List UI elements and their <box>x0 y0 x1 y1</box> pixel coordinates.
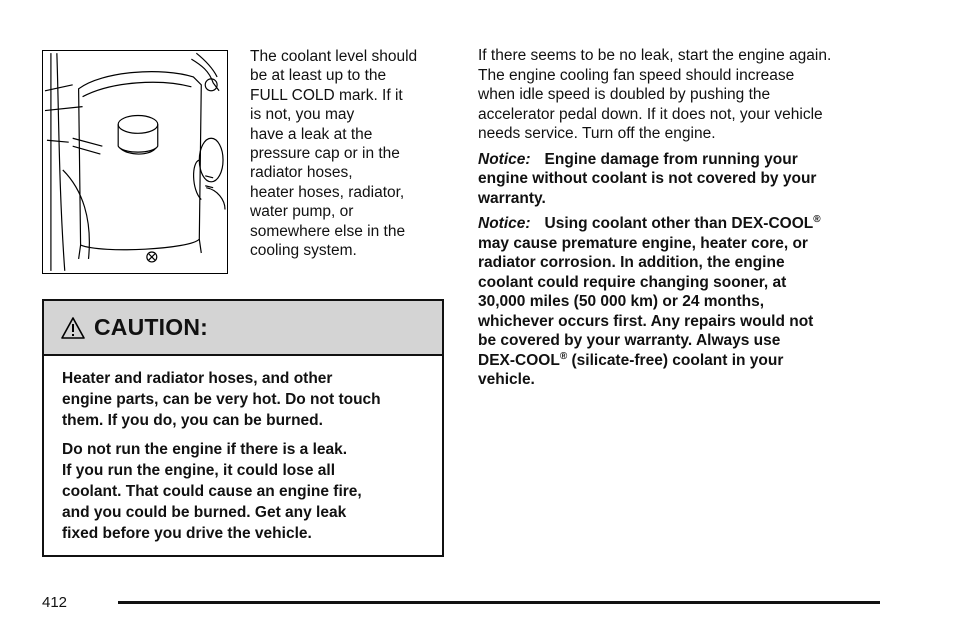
text-line: vehicle. <box>478 371 535 388</box>
warning-triangle-icon <box>60 316 86 340</box>
notice-text: Engine damage from running your <box>544 150 798 168</box>
text-line: have a leak at the <box>250 125 373 143</box>
notice-text: Using coolant other than DEX-COOL <box>544 215 814 232</box>
text-line <box>478 214 878 234</box>
text-line: needs service. Turn off the engine. <box>478 125 716 142</box>
text-line: whichever occurs first. Any repairs would not <box>478 312 814 330</box>
text-line: somewhere else in the <box>250 222 406 240</box>
text-line: be at least up to the <box>250 67 387 85</box>
text-line: coolant. That could cause an engine fire, <box>62 483 362 500</box>
text-line: radiator corrosion. In addition, the engine <box>478 254 785 271</box>
text-line: engine without coolant is not covered by your <box>478 170 817 187</box>
text-line <box>478 351 878 371</box>
text-line: If you run the engine, it could lose all <box>62 462 335 479</box>
registered-mark: ® <box>813 214 821 225</box>
text-line: them. If you do, you can be burned. <box>62 412 323 429</box>
text-line: engine parts, can be very hot. Do not touch <box>62 391 381 408</box>
text-line: FULL COLD mark. If it <box>250 86 403 104</box>
text-line <box>478 150 878 170</box>
text-line: coolant could require changing sooner, at <box>478 273 787 291</box>
text-line: accelerator pedal down. If it does not, your vehicle <box>478 105 823 123</box>
caution-body <box>44 356 442 544</box>
leak-check-paragraph <box>478 46 878 144</box>
text-fragment: (silicate-free) coolant in your <box>567 351 784 369</box>
caution-paragraph <box>62 368 430 431</box>
text-line: warranty. <box>478 189 546 207</box>
text-line: 30,000 miles (50 000 km) or 24 months, <box>478 293 765 310</box>
text-line: pressure cap or in the <box>250 145 400 163</box>
page-number: 412 <box>42 594 68 611</box>
notice-label: Notice: <box>478 150 531 168</box>
caution-box <box>42 299 444 557</box>
footer-rule <box>118 601 880 604</box>
text-line: may cause premature engine, heater core, or <box>478 234 808 252</box>
text-line: be covered by your warranty. Always use <box>478 332 781 349</box>
registered-mark: ® <box>559 350 568 362</box>
notice-coolant-type <box>478 214 878 390</box>
text-line: is not, you may <box>250 106 355 124</box>
text-line: Do not run the engine if there is a leak. <box>62 441 348 458</box>
text-line: fixed before you drive the vehicle. <box>62 525 312 542</box>
text-line: The coolant level should <box>250 48 418 65</box>
text-line: and you could be burned. Get any leak <box>62 504 347 521</box>
right-column <box>478 46 878 396</box>
text-line: when idle speed is doubled by pushing the <box>478 86 771 103</box>
coolant-reservoir-figure <box>42 50 228 274</box>
text-line: cooling system. <box>250 242 357 260</box>
text-line: Heater and radiator hoses, and other <box>62 370 333 387</box>
notice-label: Notice: <box>478 215 531 232</box>
text-line: radiator hoses, <box>250 164 353 182</box>
text-line: The engine cooling fan speed should increase <box>478 66 795 84</box>
text-line: water pump, or <box>250 203 354 221</box>
coolant-reservoir-icon <box>43 51 227 273</box>
text-line: heater hoses, radiator, <box>250 183 405 201</box>
caution-title: CAUTION: <box>94 314 209 340</box>
notice-engine-damage <box>478 150 878 209</box>
coolant-level-text <box>250 47 460 260</box>
text-line: If there seems to be no leak, start the engine again. <box>478 47 832 64</box>
dex-cool-text: DEX-COOL <box>478 351 560 369</box>
caution-header <box>44 301 442 356</box>
caution-paragraph <box>62 439 430 544</box>
